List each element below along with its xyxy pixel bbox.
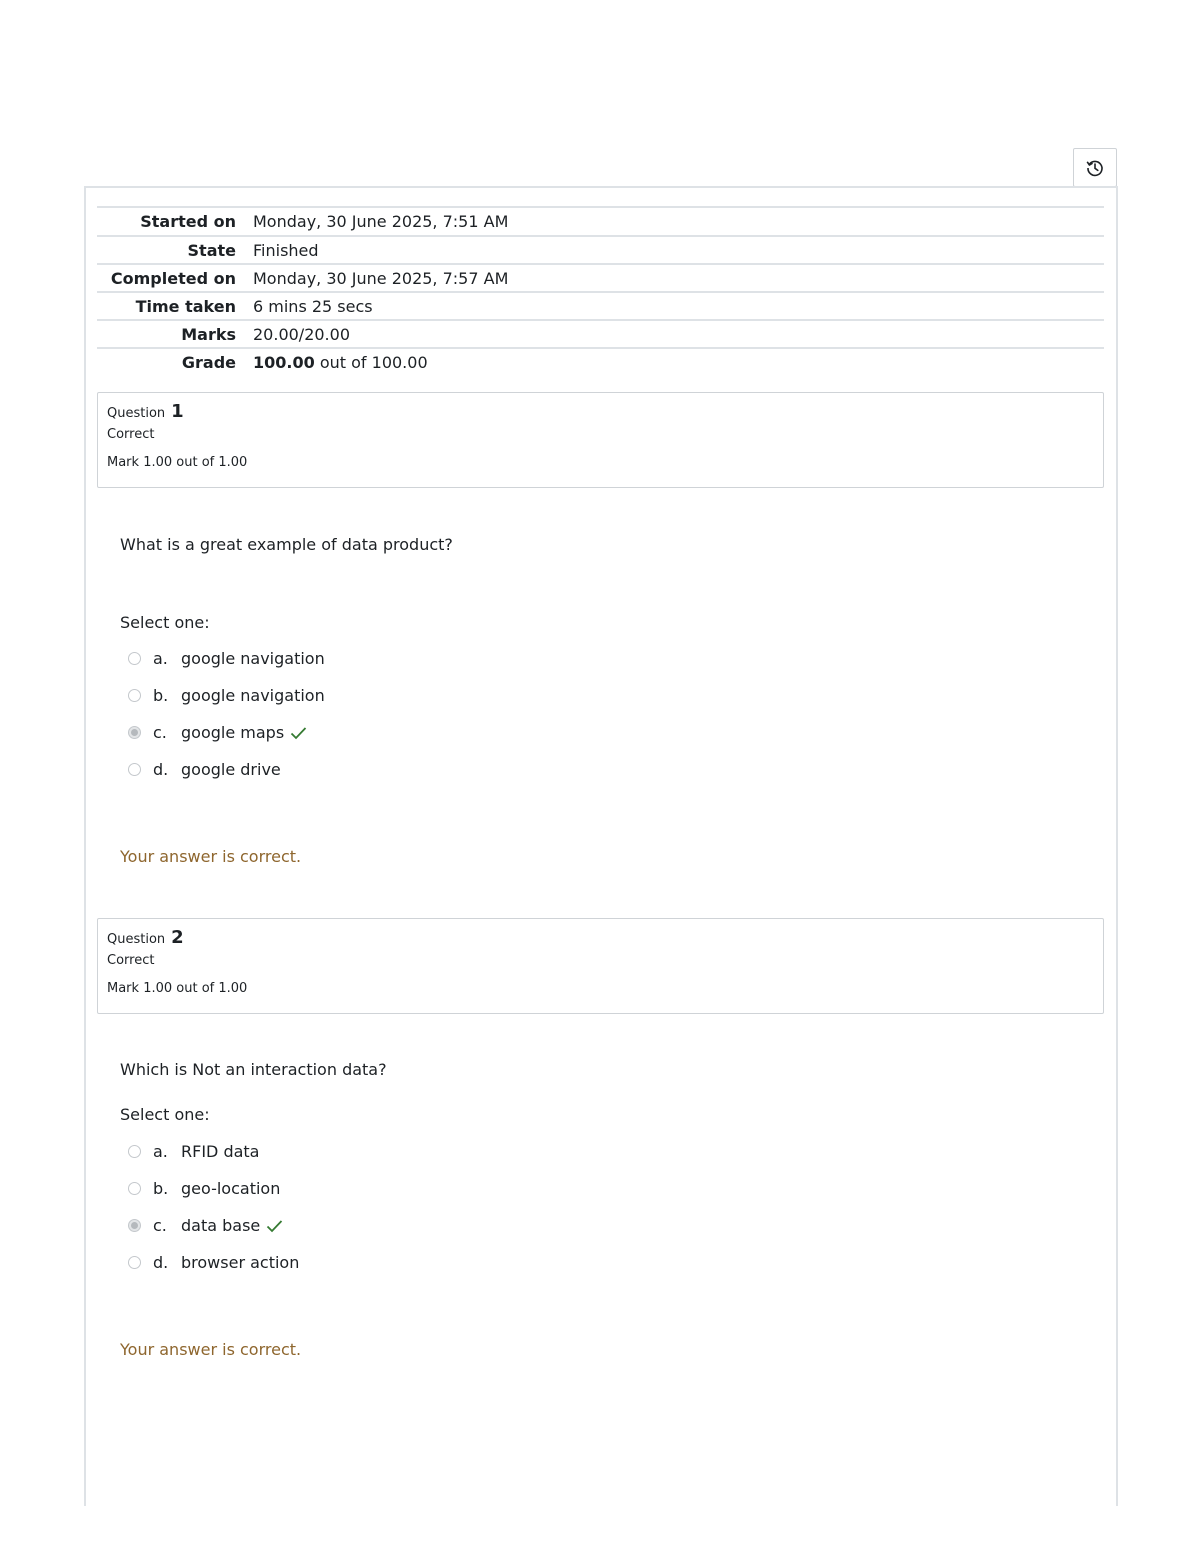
- question-mark: Mark 1.00 out of 1.00: [107, 455, 248, 470]
- option-letter: b.: [153, 1179, 169, 1198]
- option-letter: d.: [153, 760, 169, 779]
- radio-button[interactable]: [128, 1182, 141, 1195]
- answer-option[interactable]: [128, 677, 325, 714]
- question-info-1: [97, 392, 1104, 488]
- option-text: google drive: [181, 760, 281, 779]
- radio-button[interactable]: [128, 1145, 141, 1158]
- radio-button[interactable]: [128, 652, 141, 665]
- radio-button[interactable]: [128, 689, 141, 702]
- question-label: Question: [107, 406, 166, 421]
- question-info-2: [97, 918, 1104, 1014]
- question-number-value: 2: [171, 927, 184, 948]
- summary-label: Marks: [181, 324, 236, 344]
- summary-row-completed: [97, 265, 1104, 293]
- question-text: What is a great example of data product?: [120, 535, 453, 554]
- option-letter: b.: [153, 686, 169, 705]
- summary-value: [253, 353, 428, 372]
- option-text: google maps: [181, 723, 285, 742]
- history-icon: [1085, 158, 1105, 178]
- question-state: Correct: [107, 953, 155, 968]
- attempt-summary-table: [97, 206, 1104, 375]
- question-state: Correct: [107, 427, 155, 442]
- summary-label: Completed on: [110, 268, 236, 288]
- radio-button[interactable]: [128, 763, 141, 776]
- option-letter: d.: [153, 1253, 169, 1272]
- history-button[interactable]: [1073, 148, 1117, 187]
- question-number: [107, 401, 1103, 427]
- answer-options: [128, 640, 325, 788]
- grade-out-of: out of 100.00: [314, 352, 428, 372]
- answer-feedback: Your answer is correct.: [120, 847, 302, 866]
- option-letter: a.: [153, 649, 168, 668]
- answer-options: [128, 1133, 299, 1281]
- summary-row-marks: [97, 321, 1104, 349]
- answer-option[interactable]: [128, 751, 325, 788]
- question-number-value: 1: [171, 401, 184, 422]
- summary-label: Grade: [181, 352, 236, 372]
- summary-row-time-taken: [97, 293, 1104, 321]
- option-text: google navigation: [181, 649, 325, 668]
- correct-check-icon: [266, 1219, 283, 1233]
- summary-label: State: [187, 240, 236, 260]
- radio-button[interactable]: [128, 1256, 141, 1269]
- summary-row-grade: [97, 349, 1104, 375]
- answer-feedback: Your answer is correct.: [120, 1340, 302, 1359]
- question-label: Question: [107, 932, 166, 947]
- answer-option[interactable]: [128, 640, 325, 677]
- radio-button-checked[interactable]: [128, 1219, 141, 1232]
- option-letter: c.: [153, 723, 167, 742]
- answer-option[interactable]: [128, 1170, 299, 1207]
- summary-value: 6 mins 25 secs: [253, 296, 373, 316]
- summary-value: Finished: [253, 240, 319, 260]
- summary-value: 20.00/20.00: [253, 324, 350, 344]
- review-panel: [84, 186, 1118, 1506]
- question-number: [107, 927, 1103, 953]
- answer-option-selected[interactable]: [128, 714, 325, 751]
- summary-value: Monday, 30 June 2025, 7:57 AM: [253, 268, 509, 288]
- select-one-prompt: Select one:: [120, 1105, 210, 1124]
- option-text: data base: [181, 1216, 261, 1235]
- answer-option-selected[interactable]: [128, 1207, 299, 1244]
- option-letter: c.: [153, 1216, 167, 1235]
- summary-row-state: [97, 237, 1104, 265]
- question-mark: Mark 1.00 out of 1.00: [107, 981, 248, 996]
- grade-value: 100.00: [253, 352, 315, 372]
- option-text: browser action: [181, 1253, 300, 1272]
- summary-value: Monday, 30 June 2025, 7:51 AM: [253, 212, 509, 231]
- summary-row-started: [97, 208, 1104, 237]
- question-text: Which is Not an interaction data?: [120, 1060, 387, 1079]
- option-text: RFID data: [181, 1142, 260, 1161]
- summary-label: Started on: [140, 212, 236, 231]
- option-text: google navigation: [181, 686, 325, 705]
- option-text: geo-location: [181, 1179, 281, 1198]
- correct-check-icon: [290, 726, 307, 740]
- answer-option[interactable]: [128, 1244, 299, 1281]
- answer-option[interactable]: [128, 1133, 299, 1170]
- radio-button-checked[interactable]: [128, 726, 141, 739]
- select-one-prompt: Select one:: [120, 613, 210, 632]
- summary-label: Time taken: [135, 296, 236, 316]
- option-letter: a.: [153, 1142, 168, 1161]
